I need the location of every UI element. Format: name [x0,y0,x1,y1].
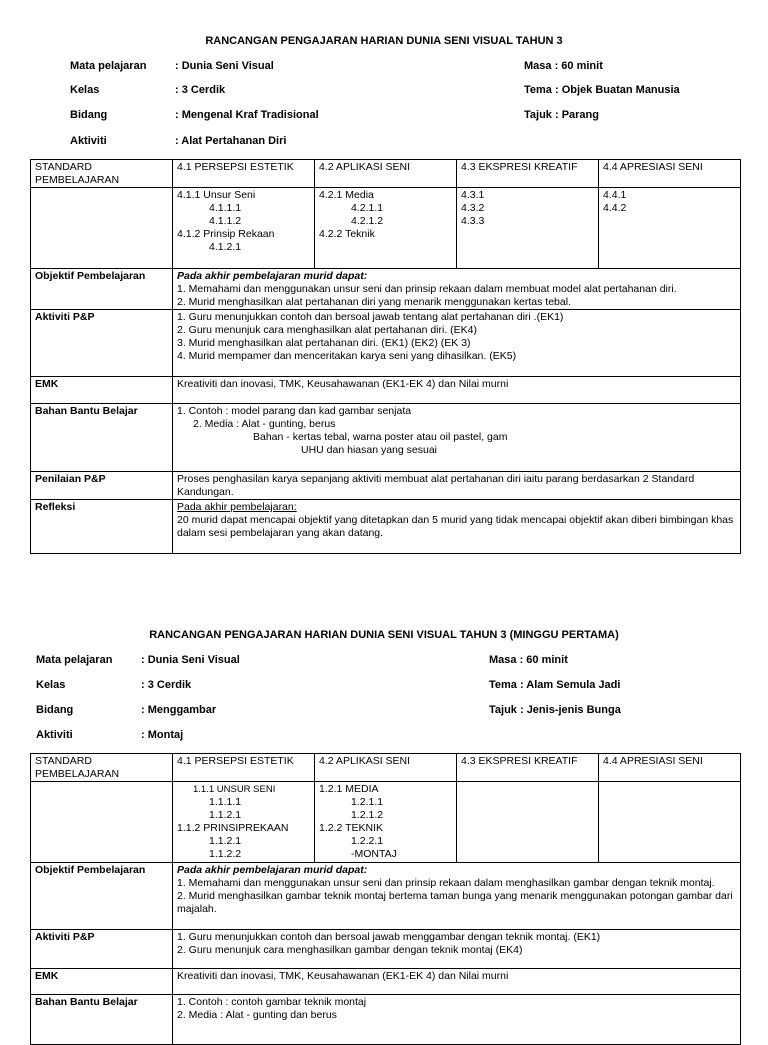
plan1-bahan-label: Bahan Bantu Belajar [31,404,173,472]
list-item: 2. Media : Alat - gunting dan berus [177,1009,337,1021]
plan1-aktiviti-label: Aktiviti [70,135,107,147]
plan1-penilaian-label: Penilaian P&P [31,472,173,500]
list-item: 4.1.1 Unsur Seni [177,189,256,201]
list-item: 1.2.2.1 [351,835,384,847]
plan2-mata-pelajaran-value: : Dunia Seni Visual [141,654,240,666]
plan1-aktiviti-row [31,310,741,377]
plan1-refleksi-text: 20 murid dapat mencapai objektif yang ditetapkan dan 5 murid yang tidak mencapai objektif akan diberi bimbingan khas dalam sesi pembelajaran yang akan datang. [177,514,734,539]
list-item: 4.3.1 [461,189,485,201]
plan1-refleksi-row [31,500,741,554]
list-item: 2. Guru menunjuk cara menghasilkan alat pertahanan diri. (EK4) [177,324,477,336]
plan1-tema: Tema : Objek Buatan Manusia [524,84,680,96]
list-item: 1.1.1.1 [209,796,242,808]
plan2-mata-pelajaran-label: Mata pelajaran [36,654,113,666]
plan2-bidang-label: Bidang [36,704,74,716]
plan1-bahan-content [173,404,741,472]
plan2-aktiviti-value: : Montaj [141,729,184,741]
plan1-refleksi-label: Refleksi [31,500,173,554]
list-item: 1.1.2.1 [209,809,242,821]
list-item: 4.4.2 [603,202,627,214]
list-item: 1.1.2.2 [209,848,242,860]
plan2-standard-cell [31,754,173,782]
plan1-standard-row [31,188,741,269]
plan2-table [30,753,741,1045]
list-item: 4.2.1 Media [319,189,374,201]
list-item: 1.2.1.2 [351,809,384,821]
plan2-col-apresiasi: 4.4 APRESIASI SENI [599,754,741,782]
plan1-table [30,159,741,554]
plan1-emk-content: Kreativiti dan inovasi, TMK, Keusahawanan (EK1-EK 4) dan Nilai murni [173,377,741,404]
plan1-standard-cell [31,160,173,188]
list-item: 1.1.1 UNSUR SENI [193,784,276,795]
plan1-mata-pelajaran-label: Mata pelajaran [70,60,147,72]
plan1-masa: Masa : 60 minit [524,60,603,72]
plan2-objektif-content [173,863,741,930]
plan1-ekspresi-items [457,188,599,269]
plan1-persepsi-items [173,188,315,269]
plan2-col-aplikasi: 4.2 APLIKASI SENI [315,754,457,782]
plan1-bahan-row [31,404,741,472]
list-item: 3. Murid menghasilkan alat pertahanan diri. (EK1) (EK2) (EK 3) [177,337,471,349]
plan2-standard-line1: STANDARD [35,755,92,767]
list-item: 4.4.1 [603,189,627,201]
plan2-objektif-label: Objektif Pembelajaran [31,863,173,930]
plan2-aktiviti-pp-label: Aktiviti P&P [31,930,173,969]
list-item: 4.3.2 [461,202,485,214]
plan1-objektif-label: Objektif Pembelajaran [31,269,173,310]
plan2-standard-blank [31,782,173,863]
plan2-aktiviti-label: Aktiviti [36,729,73,741]
plan1-header-row [31,160,741,188]
list-item: -MONTAJ [351,848,397,860]
plan1-objektif-content [173,269,741,310]
plan1-col-apresiasi: 4.4 APRESIASI SENI [599,160,741,188]
plan1-tajuk: Tajuk : Parang [524,109,599,121]
plan2-objektif-row [31,863,741,930]
list-item: 1. Memahami dan menggunakan unsur seni dan prinsip rekaan dalam membuat model alat pertahanan diri. [177,283,677,295]
plan2-col-persepsi: 4.1 PERSEPSI ESTETIK [173,754,315,782]
plan1-refleksi-lead: Pada akhir pembelajaran: [177,501,297,513]
plan2-bahan-content [173,995,741,1045]
plan2-tema: Tema : Alam Semula Jadi [489,679,621,691]
plan2-aktiviti-content [173,930,741,969]
plan2-col-ekspresi: 4.3 EKSPRESI KREATIF [457,754,599,782]
list-item: 1.1.2.1 [209,835,242,847]
plan1-bidang-label: Bidang [70,109,108,121]
plan1-objektif-lead: Pada akhir pembelajaran murid dapat: [177,270,368,282]
plan2-standard-row [31,782,741,863]
plan1-aktiviti-pp-label: Aktiviti P&P [31,310,173,377]
list-item: UHU dan hiasan yang sesuai [301,444,437,456]
plan2-emk-label: EMK [31,969,173,995]
list-item: 4.3.3 [461,215,485,227]
plan2-objektif-lead: Pada akhir pembelajaran murid dapat: [177,864,368,876]
list-item: 1. Guru menunjukkan contoh dan bersoal jawab tentang alat pertahanan diri .(EK1) [177,311,564,323]
list-item: 1.2.1.1 [351,796,384,808]
plan2-bahan-row [31,995,741,1045]
list-item: 4.2.2 Teknik [319,228,375,240]
list-item: 1.2.2 TEKNIK [319,822,384,834]
plan2-emk-content: Kreativiti dan inovasi, TMK, Keusahawanan (EK1-EK 4) dan Nilai murni [173,969,741,995]
list-item: 4. Murid mempamer dan menceritakan karya seni yang dihasilkan. (EK5) [177,350,517,362]
plan1-penilaian-row [31,472,741,500]
list-item: 1. Memahami dan menggunakan unsur seni dan prinsip rekaan dalam menghasilkan gambar dengan teknik montaj. [177,877,715,889]
plan1-penilaian-text: Proses penghasilan karya sepanjang aktiviti membuat alat pertahanan diri iaitu parang berdasarkan 2 Standard Kandungan. [177,473,695,498]
plan1-aktiviti-content [173,310,741,377]
plan2-aplikasi-items [315,782,457,863]
plan2-kelas-label: Kelas [36,679,66,691]
plan1-kelas-value: : 3 Cerdik [175,84,226,96]
plan1-title: RANCANGAN PENGAJARAN HARIAN DUNIA SENI VISUAL TAHUN 3 [205,35,563,47]
plan1-refleksi-content [173,500,741,554]
plan1-col-persepsi: 4.1 PERSEPSI ESTETIK [173,160,315,188]
plan2-emk-row [31,969,741,995]
plan2-kelas-value: : 3 Cerdik [141,679,192,691]
plan1-col-ekspresi: 4.3 EKSPRESI KREATIF [457,160,599,188]
list-item: 1. Guru menunjukkan contoh dan bersoal jawab menggambar dengan teknik montaj. (EK1) [177,931,601,943]
list-item: 2. Murid menghasilkan gambar teknik montaj bertema taman bunga yang menarik menggunakan potongan gambar dari majalah. [177,890,733,915]
plan1-apresiasi-items [599,188,741,269]
plan2-title: RANCANGAN PENGAJARAN HARIAN DUNIA SENI VISUAL TAHUN 3 (MINGGU PERTAMA) [149,629,619,641]
list-item: 4.1.1.2 [209,215,242,227]
list-item: 4.2.1.2 [351,215,384,227]
plan2-tajuk: Tajuk : Jenis-jenis Bunga [489,704,621,716]
plan1-standard-line1: STANDARD [35,161,92,173]
plan2-header-row [31,754,741,782]
plan1-aktiviti-value: : Alat Pertahanan Diri [175,135,287,147]
list-item: 1.2.1 MEDIA [319,783,379,795]
list-item: 1.1.2 PRINSIPREKAAN [177,822,289,834]
plan1-col-aplikasi: 4.2 APLIKASI SENI [315,160,457,188]
plan1-emk-row [31,377,741,404]
plan2-persepsi-items [173,782,315,863]
plan1-standard-blank [31,188,173,269]
plan2-apresiasi-items [599,782,741,863]
list-item: 2. Guru menunjuk cara menghasilkan gambar dengan teknik montaj (EK4) [177,944,523,956]
plan1-objektif-row [31,269,741,310]
plan1-penilaian-content [173,472,741,500]
list-item: 4.1.2.1 [209,241,242,253]
plan1-mata-pelajaran-value: : Dunia Seni Visual [175,60,274,72]
list-item: 1. Contoh : contoh gambar teknik montaj [177,996,367,1008]
list-item: Bahan - kertas tebal, warna poster atau oil pastel, gam [253,431,508,443]
plan2-masa: Masa : 60 minit [489,654,568,666]
list-item: 1. Contoh : model parang dan kad gambar senjata [177,405,412,417]
list-item: 4.1.1.1 [209,202,242,214]
plan2-aktiviti-row [31,930,741,969]
plan1-standard-line2: PEMBELAJARAN [35,174,120,186]
plan1-kelas-label: Kelas [70,84,100,96]
plan2-bahan-label: Bahan Bantu Belajar [31,995,173,1045]
plan2-ekspresi-items [457,782,599,863]
plan2-bidang-value: : Menggambar [141,704,217,716]
plan1-aplikasi-items [315,188,457,269]
plan2-standard-line2: PEMBELAJARAN [35,768,120,780]
plan1-bidang-value: : Mengenal Kraf Tradisional [175,109,319,121]
list-item: 4.2.1.1 [351,202,384,214]
list-item: 2. Murid menghasilkan alat pertahanan diri yang menarik menggunakan kertas tebal. [177,296,571,308]
list-item: 2. Media : Alat - gunting, berus [193,418,336,430]
list-item: 4.1.2 Prinsip Rekaan [177,228,275,240]
plan1-emk-label: EMK [31,377,173,404]
